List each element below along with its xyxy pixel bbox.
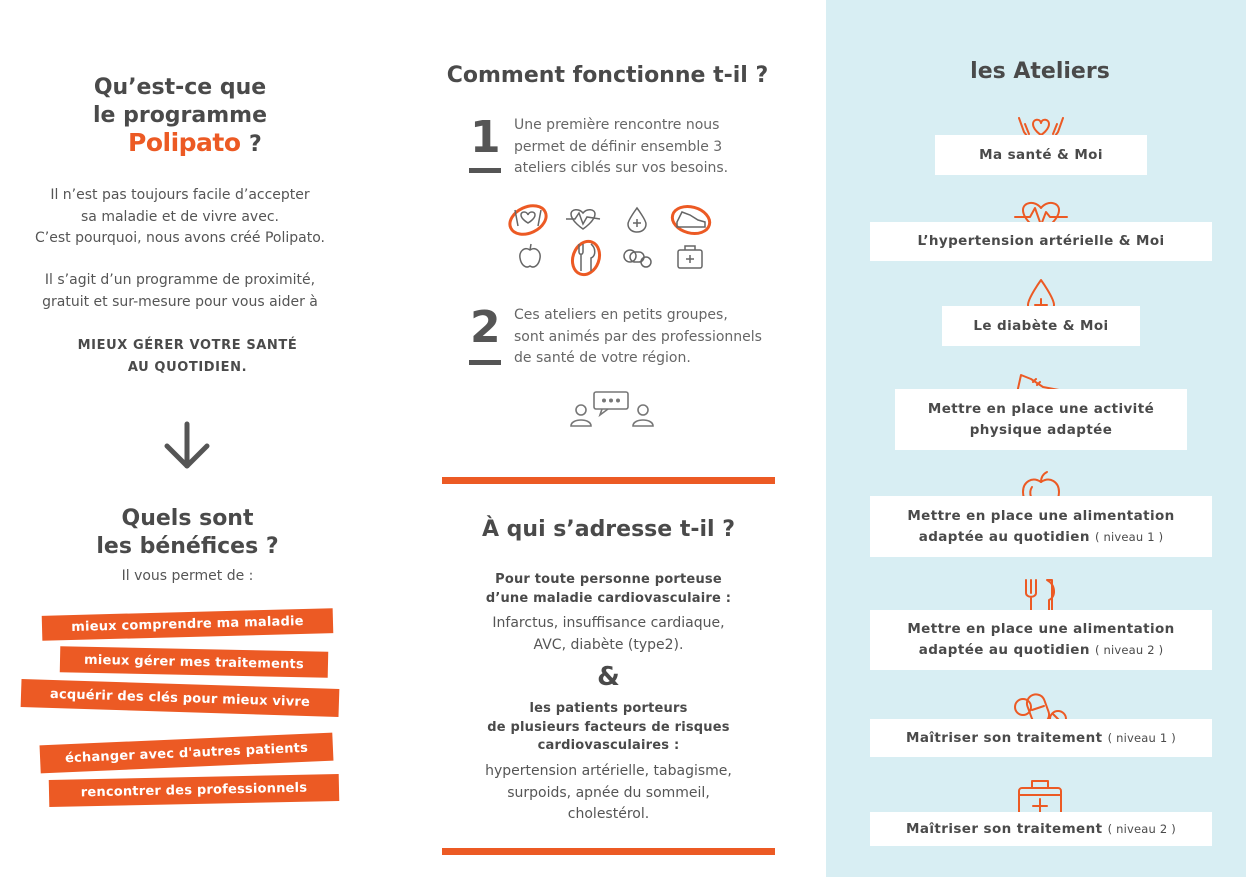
step-number: 2 — [470, 302, 501, 353]
workshop-level: ( niveau 2 ) — [1094, 643, 1164, 657]
text-line: AVC, diabète (type2). — [533, 636, 684, 653]
heading-line: de plusieurs facteurs de risques — [487, 719, 730, 735]
fork-knife-icon — [568, 238, 604, 279]
caps-line: MIEUX GÉRER VOTRE SANTÉ — [77, 338, 298, 353]
workshop-icons-grid — [500, 200, 720, 280]
divider-bottom — [442, 848, 775, 855]
sneaker-icon — [669, 203, 712, 238]
text-line: surpoids, apnée du sommeil, — [507, 784, 710, 801]
section-title-what — [60, 74, 300, 130]
benefit-ribbon: rencontrer des professionnels — [49, 774, 340, 807]
drop-plus-icon — [628, 208, 646, 232]
step-underline — [469, 360, 501, 365]
workshop-label: adaptée au quotidien — [918, 528, 1090, 545]
ampersand: & — [597, 662, 620, 692]
intro-line: Il n’est pas toujours facile d’accepter — [50, 187, 310, 203]
workshop-label: Maîtriser son traitement — [906, 820, 1103, 837]
group1-text — [442, 613, 775, 656]
section-title-benefits — [60, 505, 315, 561]
apple-icon — [520, 244, 540, 267]
workshop-label: physique adaptée — [969, 421, 1113, 438]
medical-kit-icon — [678, 246, 702, 268]
brand-logo: Polipato — [128, 128, 241, 157]
step-line: sont animés par des professionnels — [514, 328, 762, 345]
intro-line: sa maladie et de vivre avec. — [81, 208, 279, 225]
title-line: Quels sont — [121, 506, 254, 531]
benefit-ribbon: mieux comprendre ma maladie — [42, 608, 334, 641]
step1-text — [514, 115, 774, 180]
workshop-card — [870, 610, 1212, 670]
section-title-how: Comment fonctionne t-il ? — [446, 63, 769, 88]
intro-paragraph — [20, 185, 340, 250]
benefits-subtitle: Il vous permet de : — [121, 568, 254, 584]
question-mark: ? — [248, 132, 262, 157]
workshop-label: Mettre en place une alimentation — [907, 507, 1175, 524]
heading-line: cardiovasculaires : — [537, 738, 680, 753]
step-line: de santé de votre région. — [514, 350, 691, 366]
heading-line: les patients porteurs — [529, 701, 688, 716]
workshop-label: Maîtriser son traitement — [906, 729, 1103, 746]
group-discussion-icon — [566, 388, 658, 430]
divider-top — [442, 477, 775, 484]
step-line: permet de définir ensemble 3 — [514, 138, 723, 155]
workshop-label: Mettre en place une alimentation — [907, 621, 1175, 637]
workshop-label: Mettre en place une activité — [927, 400, 1155, 417]
arrow-down-icon — [162, 420, 212, 472]
workshop-card — [935, 135, 1147, 175]
group2-heading — [442, 700, 775, 756]
title-line: le programme — [92, 103, 268, 128]
heading-line: d’une maladie cardiovasculaire : — [485, 590, 732, 606]
workshop-label: adaptée au quotidien — [918, 642, 1090, 658]
step-line: Une première rencontre nous — [514, 117, 720, 133]
benefit-ribbon: mieux gérer mes traitements — [60, 646, 328, 678]
benefit-ribbon: échanger avec d'autres patients — [40, 733, 334, 774]
program-line: Il s’agit d’un programme de proximité, — [44, 272, 316, 288]
workshop-level: ( niveau 1 ) — [1107, 730, 1176, 745]
workshop-card — [870, 496, 1212, 557]
title-line: Qu’est-ce que — [93, 75, 267, 100]
program-paragraph — [20, 270, 340, 313]
step-number: 1 — [470, 112, 501, 163]
workshop-level: ( niveau 1 ) — [1094, 529, 1164, 544]
group2-text — [442, 761, 775, 826]
caps-line: AU QUOTIDIEN. — [127, 360, 248, 375]
title-line: les bénéfices ? — [96, 534, 279, 559]
group1-heading — [442, 571, 775, 608]
brand-row — [128, 128, 268, 164]
step-line: Ces ateliers en petits groupes, — [514, 307, 728, 323]
workshop-card — [870, 222, 1212, 261]
workshop-label: Le diabète & Moi — [973, 317, 1109, 334]
text-line: Infarctus, insuffisance cardiaque, — [492, 615, 725, 631]
section-title-workshops: les Ateliers — [970, 59, 1110, 84]
pills-icon — [624, 250, 651, 267]
benefit-ribbon: acquérir des clés pour mieux vivre — [21, 679, 340, 717]
heartbeat-icon — [566, 210, 600, 229]
program-line: gratuit et sur-mesure pour vous aider à — [42, 293, 318, 310]
highlight-caps — [20, 335, 355, 379]
workshop-card — [870, 719, 1212, 757]
step-underline — [469, 168, 501, 173]
text-line: cholestérol. — [567, 806, 650, 822]
workshop-label: L’hypertension artérielle & Moi — [917, 233, 1165, 249]
intro-line: C’est pourquoi, nous avons créé Polipato. — [35, 230, 325, 246]
hands-heart-icon — [505, 200, 550, 240]
workshop-card — [870, 812, 1212, 846]
workshop-card — [895, 389, 1187, 450]
workshop-label: Ma santé & Moi — [979, 146, 1103, 163]
workshop-card — [942, 306, 1140, 346]
step2-text — [514, 305, 784, 370]
step-line: ateliers ciblés sur vos besoins. — [514, 160, 729, 176]
section-title-audience: À qui s’adresse t-il ? — [481, 517, 736, 542]
heading-line: Pour toute personne porteuse — [495, 572, 722, 587]
text-line: hypertension artérielle, tabagisme, — [485, 763, 732, 779]
workshop-level: ( niveau 2 ) — [1107, 821, 1176, 836]
